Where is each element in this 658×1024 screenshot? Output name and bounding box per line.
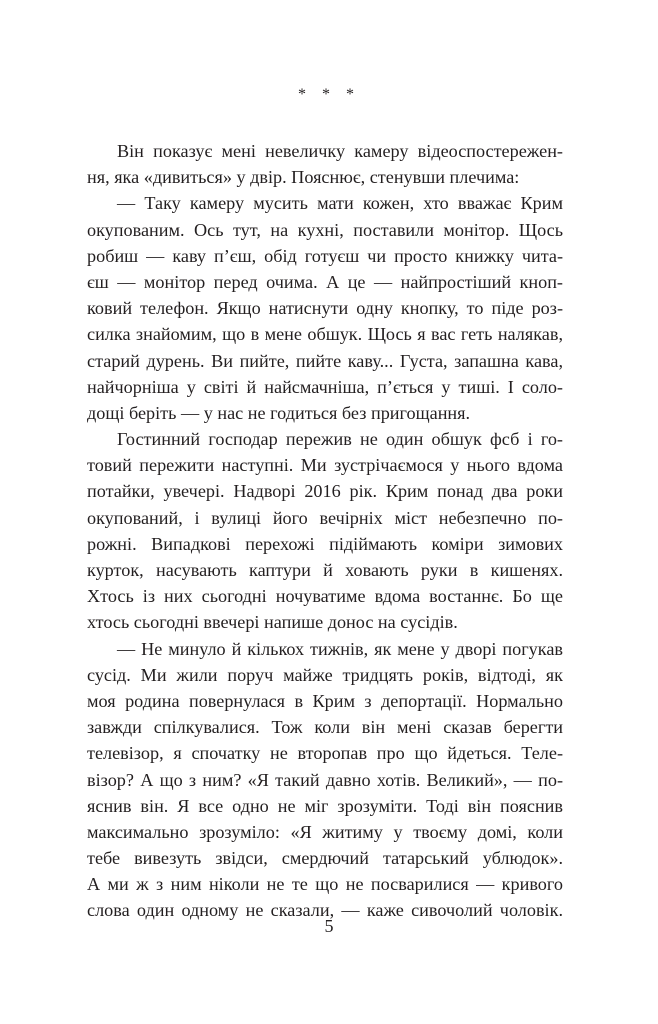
section-separator: * * *: [298, 86, 360, 103]
text-line: потайки, увечері. Надворі 2016 рік. Крим понад два роки: [87, 481, 563, 502]
text-line: слова один одному не сказали, — каже сивочолий чоловік.: [87, 900, 563, 921]
text-line: моя родина повернулася в Крим з депортації. Нормально: [87, 690, 563, 711]
body-text: [87, 138, 563, 924]
text-line: хтось сьогодні ввечері напише донос на сусідів.: [87, 612, 458, 633]
text-line: — Не минуло й кількох тижнів, як мене у дворі погукав: [117, 638, 563, 659]
text-line: Хтось із них сьогодні ночуватиме вдома востаннє. Бо ще: [87, 586, 563, 607]
text-line: робиш — каву п’єш, обід готуєш чи просто книжку чита-: [87, 245, 563, 266]
text-line: тебе вивезуть звідси, смердючий татарський ублюдок».: [87, 848, 563, 869]
text-line: дощі беріть — у нас не годиться без пригощання.: [87, 402, 471, 423]
text-line: Він показує мені невеличку камеру відеоспостережен-: [117, 141, 563, 161]
text-line: Гостинний господар пережив не один обшук фсб і го-: [117, 429, 563, 450]
text-line: окупованим. Ось тут, на кухні, поставили монітор. Щось: [87, 219, 563, 240]
text-line: силка знайомим, що в мене обшук. Щось я вас геть налякав,: [87, 324, 563, 345]
text-line: — Таку камеру мусить мати кожен, хто вважає Крим: [117, 193, 563, 214]
text-line: максимально зрозуміло: «Я житиму у твоєму домі, коли: [87, 821, 563, 842]
text-line: сусід. Ми жили поруч майже тридцять років, відтоді, як: [87, 664, 563, 685]
text-line: ня, яка «дивиться» у двір. Пояснює, стенувши плечима:: [87, 167, 520, 188]
text-line: завжди спілкувалися. Тож коли він мені сказав берегти: [87, 717, 563, 738]
text-line: ковий телефон. Якщо натиснути одну кнопку, то піде роз-: [87, 298, 563, 319]
text-line: єш — монітор перед очима. А це — найпростіший кноп-: [87, 271, 563, 292]
text-line: старий дурень. Ви пийте, пийте каву... Густа, запашна кава,: [87, 350, 563, 371]
text-line: курток, насувають каптури й ховають руки в кишенях.: [87, 560, 563, 580]
text-line: візор? А що з ним? «Я такий давно хотів. Великий», — по-: [87, 769, 563, 790]
text-line: товий пережити наступні. Ми зустрічаємося у нього вдома: [87, 455, 563, 476]
text-line: телевізор, я спочатку не второпав про що йдеться. Теле-: [87, 743, 563, 764]
text-line: найчорніша у світі й найсмачніша, п’ється у тиші. І соло-: [87, 376, 563, 397]
text-line: А ми ж з ним ніколи не те що не посварилися — кривого: [87, 874, 563, 895]
page-number: 5: [324, 916, 334, 936]
text-line: рожні. Випадкові перехожі підіймають коміри зимових: [87, 533, 563, 554]
text-line: окупований, і вулиці його вечірніх міст небезпечно по-: [87, 507, 563, 528]
text-line: яснив він. Я все одно не міг зрозуміти. Тоді він пояснив: [87, 795, 563, 816]
